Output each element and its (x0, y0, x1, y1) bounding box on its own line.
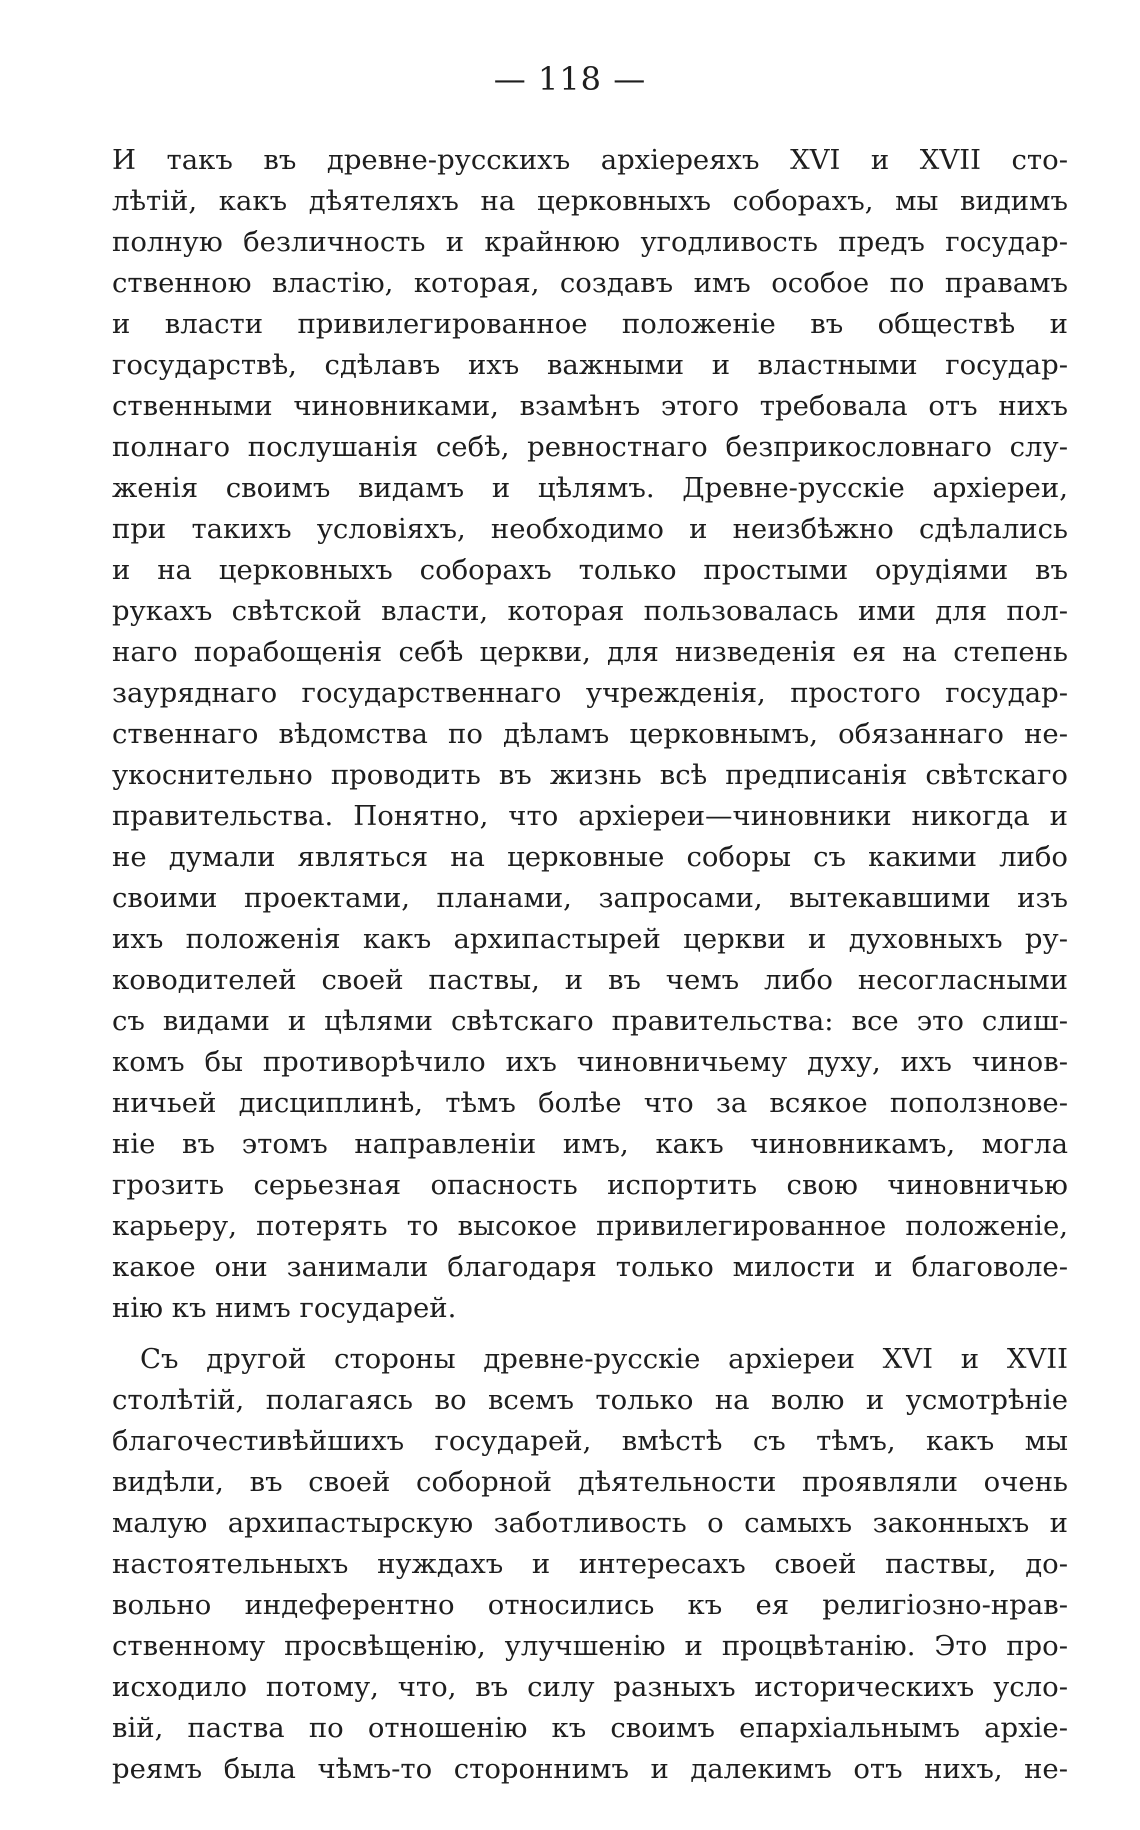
text-line: настоятельныхъ нуждахъ и интересахъ своей паствы, до- (112, 1548, 1068, 1580)
paragraph-2 (112, 1339, 1068, 1790)
text-line: и на церковныхъ соборахъ только простыми орудіями въ (112, 554, 1068, 586)
text-line: исходило потому, что, въ силу разныхъ историческихъ усло- (112, 1671, 1068, 1703)
text-line: укоснительно проводить въ жизнь всѣ предписанія свѣтскаго (112, 759, 1068, 791)
text-line: И такъ въ древне-русскихъ архіереяхъ XVI и XVII сто- (112, 144, 1068, 176)
text-line: грозить серьезная опасность испортить свою чиновничью (112, 1169, 1068, 1201)
text-line: государствѣ, сдѣлавъ ихъ важными и властными государ- (112, 349, 1068, 381)
text-line: съ видами и цѣлями свѣтскаго правительства: все это слиш- (112, 1005, 1068, 1037)
text-line: нію къ нимъ государей. (112, 1292, 457, 1324)
text-line: не думали являться на церковные соборы съ какими либо (112, 841, 1068, 873)
page-number: — 118 — (493, 60, 647, 98)
paragraph-gap (112, 1329, 1068, 1339)
paragraph-1 (112, 140, 1068, 1329)
text-line: благочестивѣйшихъ государей, вмѣстѣ съ тѣмъ, какъ мы (112, 1425, 1068, 1457)
text-line: комъ бы противорѣчило ихъ чиновничьему духу, ихъ чинов- (112, 1046, 1068, 1078)
text-line: вій, паства по отношенію къ своимъ епархіальнымъ архіе- (112, 1712, 1068, 1744)
text-line: ничьей дисциплинѣ, тѣмъ болѣе что за всякое поползнове- (112, 1087, 1068, 1119)
text-line: при такихъ условіяхъ, необходимо и неизбѣжно сдѣлались (112, 513, 1068, 545)
text-line: карьеру, потерять то высокое привилегированное положеніе, (112, 1210, 1068, 1242)
text-line: ственными чиновниками, взамѣнъ этого требовала отъ нихъ (112, 390, 1068, 422)
text-line: правительства. Понятно, что архіереи—чиновники никогда и (112, 800, 1068, 832)
text-line: столѣтій, полагаясь во всемъ только на волю и усмотрѣніе (112, 1384, 1068, 1416)
text-line: ственною властію, которая, создавъ имъ особое по правамъ (112, 267, 1068, 299)
text-line: своими проектами, планами, запросами, вытекавшими изъ (112, 882, 1068, 914)
text-line: видѣли, въ своей соборной дѣятельности проявляли очень (112, 1466, 1068, 1498)
text-line: полнаго послушанія себѣ, ревностнаго безприкословнаго слу- (112, 431, 1068, 463)
text-line: женія своимъ видамъ и цѣлямъ. Древне-русскіе архіереи, (112, 472, 1068, 504)
text-line: ніе въ этомъ направленіи имъ, какъ чиновникамъ, могла (112, 1128, 1068, 1160)
text-line: какое они занимали благодаря только милости и благоволе- (112, 1251, 1068, 1283)
text-line: Съ другой стороны древне-русскіе архіереи XVI и XVII (140, 1343, 1068, 1375)
text-line: ственнаго вѣдомства по дѣламъ церковнымъ, обязаннаго не- (112, 718, 1068, 750)
text-line: ководителей своей паствы, и въ чемъ либо несогласными (112, 964, 1068, 996)
text-line: зауряднаго государственнаго учрежденія, простого государ- (112, 677, 1068, 709)
text-line: ственному просвѣщенію, улучшенію и процвѣтанію. Это про- (112, 1630, 1068, 1662)
text-line: полную безличность и крайнюю угодливость предъ государ- (112, 226, 1068, 258)
text-line: и власти привилегированное положеніе въ обществѣ и (112, 308, 1068, 340)
text-line: наго порабощенія себѣ церкви, для низведенія ея на степень (112, 636, 1068, 668)
text-line: малую архипастырскую заботливость о самыхъ законныхъ и (112, 1507, 1068, 1539)
text-line: лѣтій, какъ дѣятеляхъ на церковныхъ соборахъ, мы видимъ (112, 185, 1068, 217)
body-text (112, 140, 1068, 1790)
text-line: вольно индеферентно относились къ ея религіозно-нрав- (112, 1589, 1068, 1621)
text-line: реямъ была чѣмъ-то стороннимъ и далекимъ отъ нихъ, не- (112, 1753, 1068, 1785)
text-line: рукахъ свѣтской власти, которая пользовалась ими для пол- (112, 595, 1068, 627)
text-line: ихъ положенія какъ архипастырей церкви и духовныхъ ру- (112, 923, 1068, 955)
